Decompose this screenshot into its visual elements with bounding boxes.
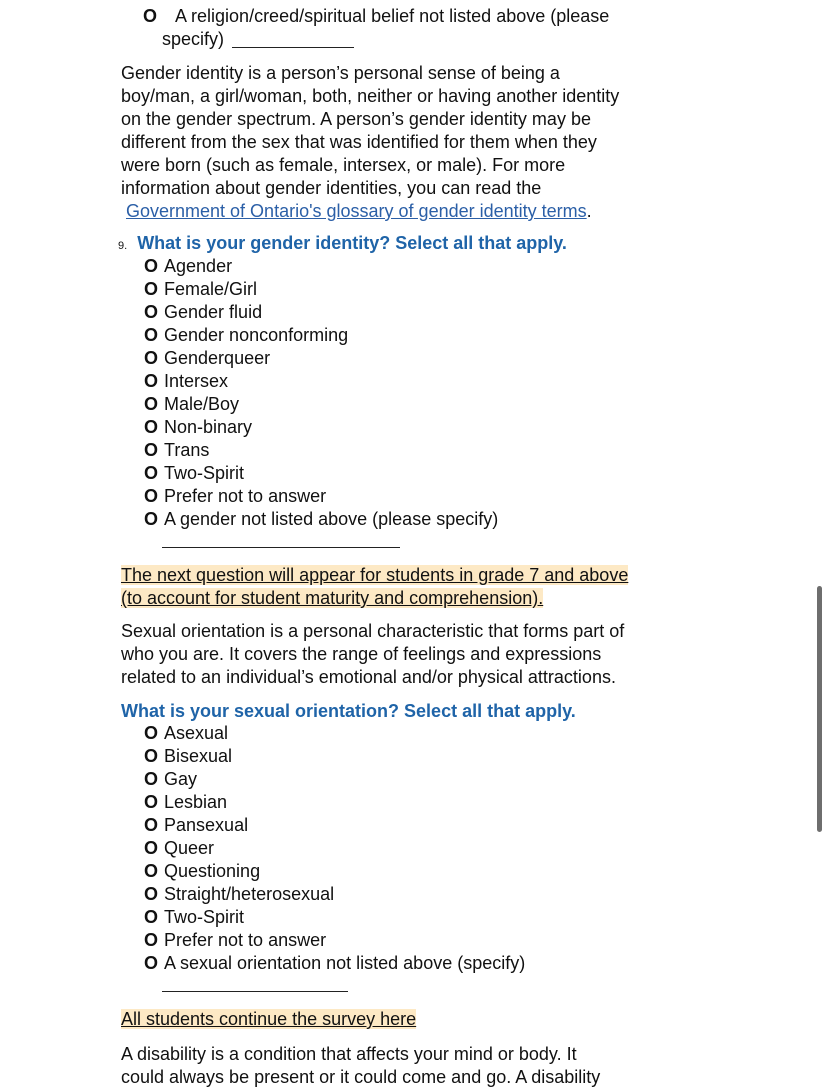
gender-intro-line: were born (such as female, intersex, or male). For more xyxy=(121,155,566,175)
radio-circle-icon: O xyxy=(144,861,159,881)
orientation-intro-line: related to an individual’s emotional and/or physical attractions. xyxy=(121,667,616,687)
gender-option-two-spirit[interactable] xyxy=(144,462,498,485)
gender-intro-line: information about gender identities, you can read the xyxy=(121,178,542,198)
gender-option-fluid[interactable] xyxy=(144,301,498,324)
radio-circle-icon: O xyxy=(144,440,159,460)
orientation-option-other[interactable] xyxy=(144,952,525,975)
radio-circle-icon: O xyxy=(144,953,159,973)
radio-circle-icon: O xyxy=(144,302,159,322)
radio-circle-icon: O xyxy=(144,930,159,950)
religion-other-option[interactable] xyxy=(143,5,609,28)
gender-intro-line: boy/man, a girl/woman, both, neither or having another identity xyxy=(121,86,620,106)
radio-circle-icon: O xyxy=(143,6,158,26)
option-label: Prefer not to answer xyxy=(164,930,327,950)
grade-note-line: The next question will appear for students in grade 7 and above xyxy=(121,565,629,585)
option-label: Trans xyxy=(164,440,210,460)
gender-intro-paragraph xyxy=(121,62,661,223)
radio-circle-icon: O xyxy=(144,256,159,276)
option-label: Genderqueer xyxy=(164,348,271,368)
gender-option-nonbinary[interactable] xyxy=(144,416,498,439)
gender-option-trans[interactable] xyxy=(144,439,498,462)
grade-note xyxy=(121,564,628,610)
disability-intro-line: A disability is a condition that affects your mind or body. It xyxy=(121,1044,577,1064)
radio-circle-icon: O xyxy=(144,769,159,789)
question-text: What is your gender identity? Select all that apply. xyxy=(137,233,567,253)
orientation-option-gay[interactable] xyxy=(144,768,525,791)
link-suffix: . xyxy=(586,201,592,221)
option-label: Two-Spirit xyxy=(164,463,245,483)
gender-option-agender[interactable] xyxy=(144,255,498,278)
radio-circle-icon: O xyxy=(144,838,159,858)
option-label: Male/Boy xyxy=(164,394,240,414)
orientation-option-prefer-not[interactable] xyxy=(144,929,525,952)
radio-circle-icon: O xyxy=(144,746,159,766)
option-label: Gay xyxy=(164,769,198,789)
radio-circle-icon: O xyxy=(144,907,159,927)
option-label: A gender not listed above (please specify) xyxy=(164,509,499,529)
orientation-specify-blank[interactable] xyxy=(162,991,348,992)
orientation-option-questioning[interactable] xyxy=(144,860,525,883)
orientation-intro-paragraph xyxy=(121,620,661,689)
orientation-option-bisexual[interactable] xyxy=(144,745,525,768)
radio-circle-icon: O xyxy=(144,371,159,391)
gender-option-female[interactable] xyxy=(144,278,498,301)
gender-specify-blank[interactable] xyxy=(162,547,400,548)
gender-question xyxy=(118,232,567,255)
gender-intro-line: Gender identity is a person’s personal sense of being a xyxy=(121,63,560,83)
option-label: Lesbian xyxy=(164,792,228,812)
option-label: Two-Spirit xyxy=(164,907,245,927)
radio-circle-icon: O xyxy=(144,279,159,299)
radio-circle-icon: O xyxy=(144,325,159,345)
option-label: Non-binary xyxy=(164,417,253,437)
orientation-option-pansexual[interactable] xyxy=(144,814,525,837)
option-label: Pansexual xyxy=(164,815,249,835)
question-number: 9. xyxy=(118,240,128,252)
continue-note xyxy=(121,1008,416,1031)
radio-circle-icon: O xyxy=(144,884,159,904)
option-label: Queer xyxy=(164,838,215,858)
radio-circle-icon: O xyxy=(144,792,159,812)
orientation-option-asexual[interactable] xyxy=(144,722,525,745)
option-label: Asexual xyxy=(164,723,229,743)
radio-circle-icon: O xyxy=(144,815,159,835)
option-label: Agender xyxy=(164,256,233,276)
gender-intro-line: on the gender spectrum. A person’s gender identity may be xyxy=(121,109,591,129)
gender-intro-line: different from the sex that was identified for them when they xyxy=(121,132,597,152)
option-label: Questioning xyxy=(164,861,261,881)
gender-option-prefer-not[interactable] xyxy=(144,485,498,508)
gender-options-list xyxy=(144,255,498,531)
radio-circle-icon: O xyxy=(144,348,159,368)
gender-option-other[interactable] xyxy=(144,508,498,531)
option-label: Gender nonconforming xyxy=(164,325,349,345)
grade-note-line: (to account for student maturity and comprehension). xyxy=(121,588,544,608)
gender-option-male[interactable] xyxy=(144,393,498,416)
orientation-intro-line: Sexual orientation is a personal characteristic that forms part of xyxy=(121,621,625,641)
orientation-intro-line: who you are. It covers the range of feelings and expressions xyxy=(121,644,602,664)
orientation-options-list xyxy=(144,722,525,975)
radio-circle-icon: O xyxy=(144,509,159,529)
option-label: A sexual orientation not listed above (specify) xyxy=(164,953,526,973)
orientation-option-queer[interactable] xyxy=(144,837,525,860)
option-label: Prefer not to answer xyxy=(164,486,327,506)
gender-option-nonconforming[interactable] xyxy=(144,324,498,347)
orientation-question: What is your sexual orientation? Select all that apply. xyxy=(121,701,576,721)
option-label: Straight/heterosexual xyxy=(164,884,335,904)
radio-circle-icon: O xyxy=(144,463,159,483)
option-label: Bisexual xyxy=(164,746,233,766)
continue-note-text: All students continue the survey here xyxy=(121,1009,417,1029)
gender-glossary-link[interactable]: Government of Ontario's glossary of gender identity terms xyxy=(126,201,587,221)
radio-circle-icon: O xyxy=(144,723,159,743)
radio-circle-icon: O xyxy=(144,486,159,506)
disability-intro-line: could always be present or it could come and go. A disability xyxy=(121,1067,601,1087)
gender-option-intersex[interactable] xyxy=(144,370,498,393)
option-label: Female/Girl xyxy=(164,279,258,299)
disability-intro-paragraph xyxy=(121,1043,661,1089)
radio-circle-icon: O xyxy=(144,394,159,414)
orientation-option-straight[interactable] xyxy=(144,883,525,906)
option-label: Intersex xyxy=(164,371,229,391)
orientation-option-lesbian[interactable] xyxy=(144,791,525,814)
radio-circle-icon: O xyxy=(144,417,159,437)
orientation-option-two-spirit[interactable] xyxy=(144,906,525,929)
vertical-scrollbar-thumb[interactable] xyxy=(817,586,822,832)
option-label: Gender fluid xyxy=(164,302,263,322)
religion-other-label-cont: specify) xyxy=(162,29,225,49)
option-label: A religion/creed/spiritual belief not listed above (please xyxy=(175,6,610,26)
gender-option-genderqueer[interactable] xyxy=(144,347,498,370)
religion-specify-blank[interactable] xyxy=(232,47,354,48)
